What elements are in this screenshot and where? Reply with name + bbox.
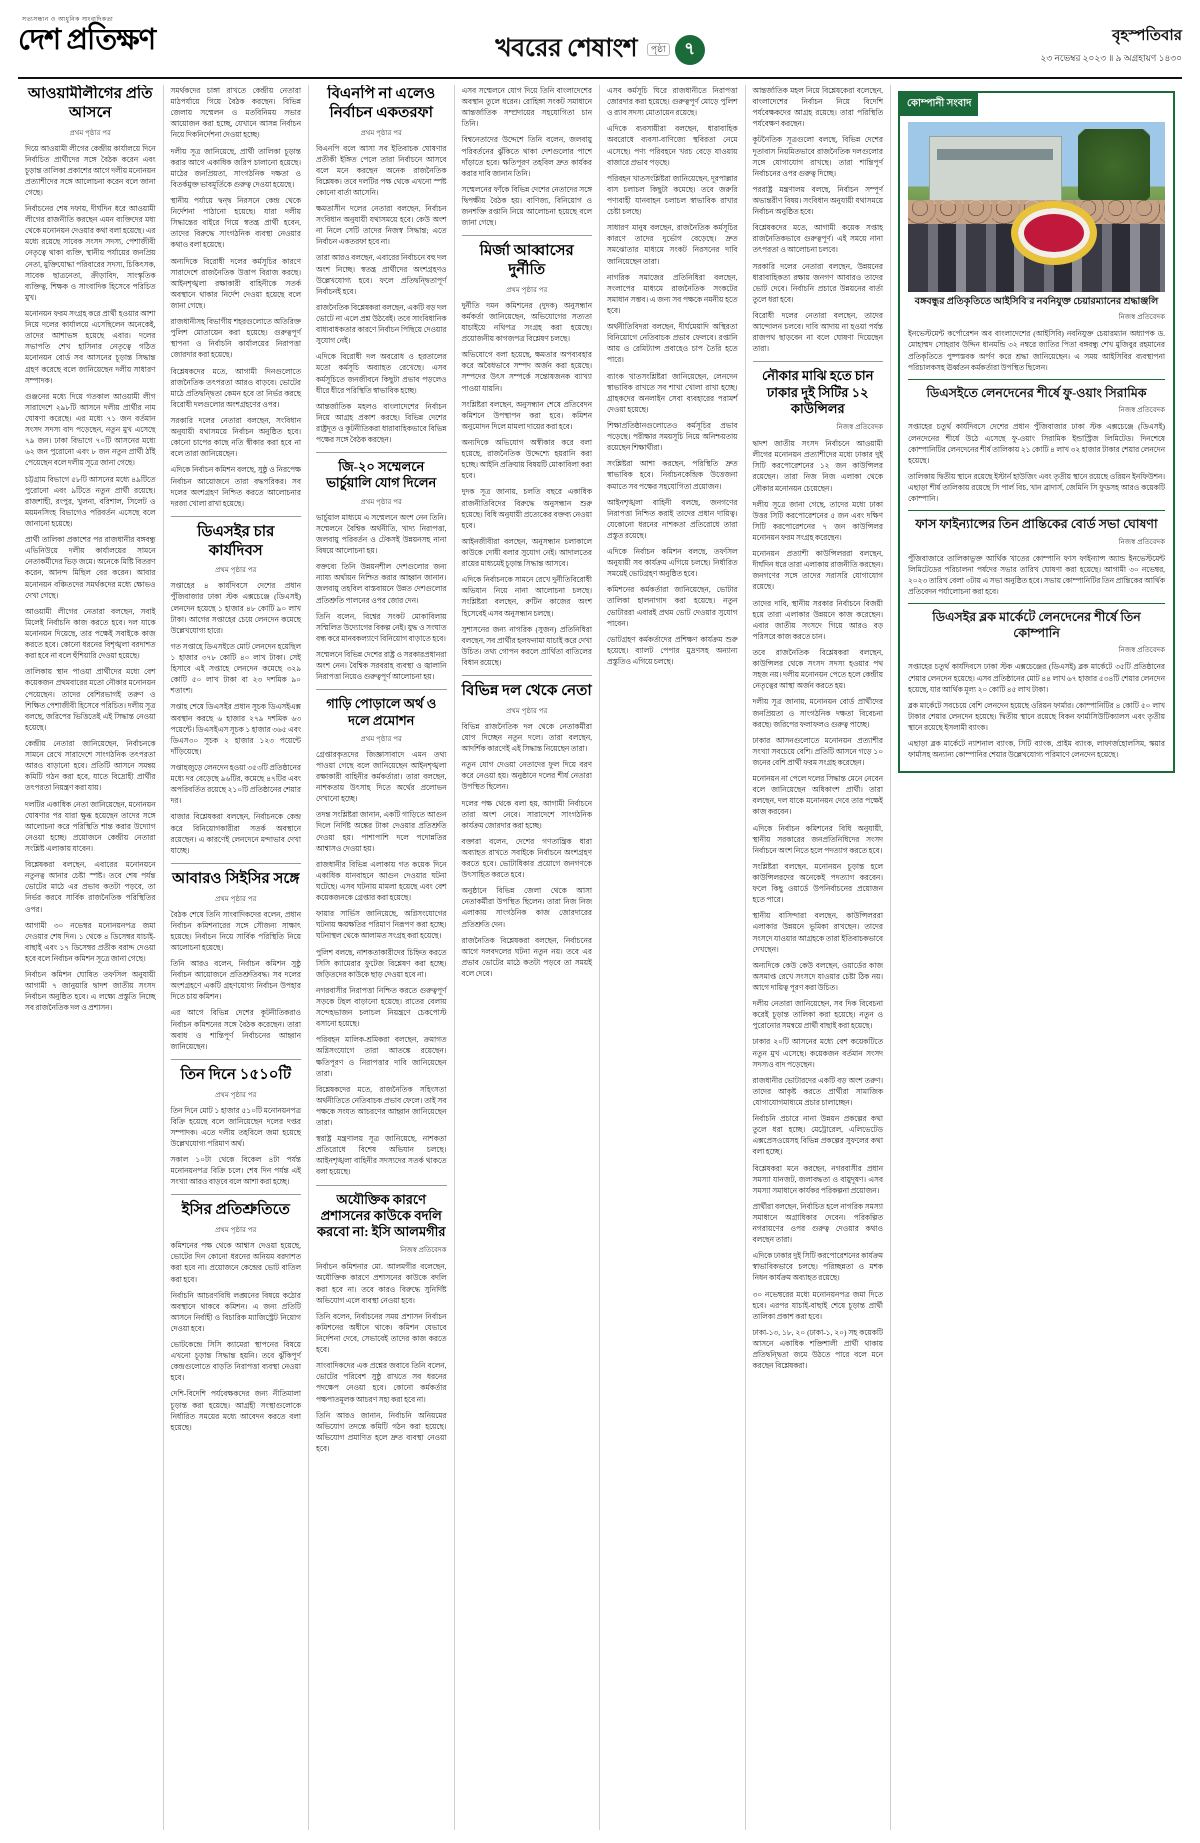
article-paragraph: তিনি আরও বলেন, নির্বাচন কমিশন সুষ্ঠু নির্বাচন আয়োজনে প্রতিশ্রুতিবদ্ধ। সব দলের অংশগ্রহণে একটি গ্রহণযোগ্য নির্বাচন উপহার দিতে চায় কমিশন। — [170, 959, 301, 1002]
article-paragraph: ব্যাংক খাতসংশ্লিষ্টরা জানিয়েছেন, লেনদেন স্বাভাবিক রাখতে সব শাখা খোলা রাখা হচ্ছে। গ্রাহকদের অনলাইন সেবা ব্যবহারের পরামর্শ দেওয়া হয়েছে। — [607, 371, 738, 414]
article-paragraph: তারা আরও বলছেন, এবারের নির্বাচনে বহু দল অংশ নিচ্ছে। স্বতন্ত্র প্রার্থীদের অংশগ্রহণও উল্লেখযোগ্য হবে। ফলে প্রতিদ্বন্দ্বিতাপূর্ণ নির্বাচনই হবে। — [316, 253, 447, 296]
article-paragraph: এসব সম্মেলনে যোগ দিয়ে তিনি বাংলাদেশের অবস্থান তুলে ধরেন। রোহিঙ্গা সংকট সমাধানে আন্তর্জাতিক সম্প্রদায়ের সহযোগিতা চান তিনি। — [461, 86, 592, 129]
continuation-note: প্রথম পৃষ্ঠার পর — [506, 286, 548, 294]
article-paragraph: দলের পক্ষ থেকে বলা হয়, আগামী নির্বাচনে তারা অংশ নেবে। সারাদেশে সাংগঠনিক কার্যক্রম জোরদার করা হচ্ছে। — [461, 798, 592, 830]
article-paragraph: সমর্থকদের চাঙ্গা রাখতে কেন্দ্রীয় নেতারা মাঠপর্যায়ে গিয়ে বৈঠক করছেন। বিভিন্ন জেলায় সম্মেলন ও মতবিনিময় সভার আয়োজন করা হচ্ছে, যেখানে আসন্ন নির্বাচন নিয়ে দিকনির্দেশনা দেওয়া হচ্ছে। — [170, 86, 301, 140]
article-headline[interactable]: নৌকার মাঝি হতে চান ঢাকার দুই সিটির ১২ কাউন্সিলর — [762, 368, 874, 416]
article-paragraph: মনোনয়ন প্রত্যাশী কাউন্সিলররা বলছেন, দীর্ঘদিন ধরে তারা এলাকায় রাজনীতি করছেন। জনগণের সঙ্গে তাদের সরাসরি যোগাযোগ রয়েছে। — [752, 549, 883, 592]
article-paragraph: ঢাকার আসনগুলোতে মনোনয়ন প্রত্যাশীর সংখ্যা সবচেয়ে বেশি। প্রতিটি আসনে গড়ে ১০ জনের বেশি প্রার্থী ফরম সংগ্রহ করেছেন। — [752, 735, 883, 767]
article-paragraph: দলীয় সূত্রে জানা গেছে, তাদের মধ্যে ঢাকা উত্তর সিটি করপোরেশনের ৫ জন এবং দক্ষিণ সিটি করপোরেশনের ৭ জন কাউন্সিলর মনোনয়ন ফরম সংগ্রহ করেছেন। — [752, 499, 883, 543]
section-divider — [171, 863, 302, 864]
article-paragraph: সপ্তাহের ৪ কার্যদিবসে দেশের প্রধান পুঁজিবাজার ঢাকা স্টক এক্সচেঞ্জে (ডিএসই) লেনদেন হয়েছে ১ হাজার ৪৮ কোটি ৯০ লাখ টাকা। আগের সপ্তাহের চেয়ে লেনদেন কমেছে উল্লেখযোগ্য হারে। — [170, 581, 301, 635]
article-paragraph: ফায়ার সার্ভিস জানিয়েছে, অগ্নিসংযোগের ঘটনায় ক্ষয়ক্ষতির পরিমাণ নিরূপণ করা হচ্ছে। ঘটনাস্থল থেকে আলামত সংগ্রহ করা হয়েছে। — [316, 909, 447, 941]
article-paragraph: নতুন যোগ দেওয়া নেতাদের ফুল দিয়ে বরণ করে নেওয়া হয়। অনুষ্ঠানে দলের শীর্ষ নেতারা উপস্থিত ছিলেন। — [461, 760, 592, 792]
continuation-note: প্রথম পৃষ্ঠার পর — [215, 567, 257, 575]
article-paragraph: নির্বাচনি আচরণবিধি লঙ্ঘনের বিষয়ে কঠোর অবস্থানে থাকবে কমিশন। এ জন্য প্রতিটি আসনে নির্বাহী ও বিচারিক ম্যাজিস্ট্রেট নিয়োগ দেওয়া হবে। — [170, 1290, 301, 1333]
column-company — [891, 85, 1182, 1830]
company-item-paragraph: সপ্তাহের চতুর্থ কার্যদিবসে ঢাকা স্টক এক্সচেঞ্জের (ডিএসই) ব্লক মার্কেটে ৩৫টি প্রতিষ্ঠানের শেয়ার লেনদেন হয়েছে। এসব প্রতিষ্ঠানের মোট ৪৪ লাখ ৬৭ হাজার ৫৩৪টি শেয়ার লেনদেন হয়েছে, যার আর্থিক মূল্য ২০ কোটি ৪৫ লাখ টাকা। — [908, 662, 1165, 694]
article-paragraph: দলীয় সূত্র জানিয়েছে, প্রার্থী তালিকা চূড়ান্ত করার আগে একাধিক জরিপ চালানো হয়েছে। মাঠের জনপ্রিয়তা, সাংগঠনিক দক্ষতা ও বিতর্কমুক্ত ভাবমূর্তিকে গুরুত্ব দেওয়া হয়েছে। — [170, 146, 301, 189]
article-paragraph: আগামী ৩০ নভেম্বর মনোনয়নপত্র জমা দেওয়ার শেষ দিন। ১ থেকে ৪ ডিসেম্বর যাচাই-বাছাই এবং ১৭ ডিসেম্বর প্রতীক বরাদ্দ দেওয়া হবে বলে নির্বাচন কমিশন সূত্রে জানা গেছে। — [25, 920, 156, 963]
article-paragraph: বক্তব্যে তিনি উন্নয়নশীল দেশগুলোর জন্য ন্যায্য অর্থায়ন নিশ্চিত করার আহ্বান জানান। জলবায়ু তহবিল বাস্তবায়নে উন্নত দেশগুলোর প্রতিশ্রুতি পালনের ওপর জোর দেন। — [316, 562, 447, 605]
article-headline[interactable]: ডিএসইর চার কার্যদিবস — [197, 523, 275, 559]
continuation-note: প্রথম পৃষ্ঠার পর — [360, 129, 402, 137]
article-paragraph: রাজধানীর ভোটারদের একটি বড় অংশ তরুণ। তাদের আকৃষ্ট করতে প্রার্থীরা সামাজিক যোগাযোগমাধ্যমে প্রচার চালাচ্ছেন। — [752, 1075, 883, 1107]
company-item-byline: নিজস্ব প্রতিবেদক — [1118, 647, 1165, 655]
section-divider — [462, 675, 593, 676]
company-item-paragraph: সপ্তাহের চতুর্থ কার্যদিবসে দেশের প্রধান পুঁজিবাজার ঢাকা স্টক এক্সচেঞ্জে (ডিএসই) লেনদেনের শীর্ষে উঠে এসেছে ফু-ওয়াং সিরামিক ইন্ডাস্ট্রিজ লিমিটেড। দিনশেষে কোম্পানিটির লেনদেনের শীর্ষ তালিকায় ২১ কোটি ৪ লাখ ৩২ হাজার টাকার শেয়ার লেনদেন হয়েছে। — [908, 422, 1165, 465]
article-paragraph: সংশ্লিষ্টরা বলছেন, অনুসন্ধান শেষে প্রতিবেদন কমিশনে উপস্থাপন করা হবে। কমিশন অনুমোদন দিলে মামলা দায়ের করা হবে। — [461, 399, 592, 431]
section-divider — [171, 1059, 302, 1060]
article-paragraph: বিশ্লেষকরা মনে করছেন, নগরবাসীর প্রধান সমস্যা যানজট, জলাবদ্ধতা ও বায়ুদূষণ। এসব সমস্যা সমাধানে কার্যকর পরিকল্পনা প্রয়োজন। — [752, 1163, 883, 1195]
section-divider — [316, 1185, 447, 1186]
article-paragraph: বিভিন্ন রাজনৈতিক দল থেকে নেতাকর্মীরা যোগ দিচ্ছেন নতুন দলে। তারা বলছেন, আদর্শিক কারণেই এই সিদ্ধান্ত নিয়েছেন তারা। — [461, 721, 592, 754]
article-paragraph: সুশাসনের জন্য নাগরিক (সুজন) প্রতিনিধিরা বলছেন, সব প্রার্থীর হলফনামা যাচাই করে দেখা উচিত। তথ্য গোপন করলে প্রার্থিতা বাতিলের বিধান রয়েছে। — [461, 624, 592, 667]
photo-byline: নিজস্ব প্রতিবেদক — [1118, 314, 1165, 322]
company-item-headline[interactable]: ডিএসইর ব্লক মার্কেটে লেনদেনের শীর্ষে তিন কোম্পানি — [932, 610, 1141, 640]
article-paragraph: নির্বাচনের শেষ দফায়, দীর্ঘদিন ধরে আওয়ামী লীগের রাজনীতি করছেন এমন ব্যক্তিদের মধ্য থেকে মনোনয়ন দেওয়ার কথা বলা হয়েছে। এর মধ্যে রয়েছে সাবেক সংসদ সদস্য, পেশাজীবী নেতৃত্বে থাকা ব্যক্তি, স্থানীয় পর্যায়ের জনপ্রিয় নেতা, মুক্তিযোদ্ধা পরিবারের সদস্য, চিকিৎসক, সাবেক ছাত্রনেতা, ক্রীড়াবিদ, সাংস্কৃতিক ব্যক্তিত্ব, শিক্ষক ও সাংবাদিক হিসেবে পরিচিত মুখ। — [25, 204, 156, 302]
article-paragraph: দলটির একাধিক নেতা জানিয়েছেন, মনোনয়ন ঘোষণার পর যারা ক্ষুব্ধ হয়েছেন তাদের সঙ্গে আলোচনা করে পরিস্থিতি শান্ত করার উদ্যোগ নেওয়া হচ্ছে। প্রয়োজনে কেন্দ্রীয় নেতারা সংশ্লিষ্ট এলাকায় যাবেন। — [25, 799, 156, 853]
article-paragraph: আন্তর্জাতিক মহল নিয়ে বিশ্লেষকেরা বলেছেন, বাংলাদেশের নির্বাচন নিয়ে বিদেশি পর্যবেক্ষকদের আগ্রহ রয়েছে। তারা পরিস্থিতি পর্যবেক্ষণ করছেন। — [752, 86, 883, 129]
article-paragraph: বিশ্লেষকরা বলছেন, এবারের মনোনয়নে নতুনত্ব আনার চেষ্টা স্পষ্ট। তবে শেষ পর্যন্ত ভোটের মাঠে এর প্রভাব কতটা পড়বে, তা নির্ভর করবে সার্বিক রাজনৈতিক পরিস্থিতির ওপর। — [25, 860, 156, 914]
company-divider — [908, 379, 1165, 380]
article-paragraph: রাজধানীসহ বিভাগীয় শহরগুলোতে অতিরিক্ত পুলিশ মোতায়েন করা হয়েছে। গুরুত্বপূর্ণ স্থাপনা ও নির্বাচনি কার্যালয়ের নিরাপত্তা জোরদার করা হয়েছে। — [170, 317, 301, 360]
article-paragraph: নির্বাচন কমিশন ঘোষিত তফসিল অনুযায়ী আগামী ৭ জানুয়ারি দ্বাদশ জাতীয় সংসদ নির্বাচন অনুষ্ঠিত হবে। এ লক্ষ্যে প্রস্তুতি নিচ্ছে সব রাজনৈতিক দল ও প্রশাসন। — [25, 970, 156, 1013]
article-paragraph: সাধারণ মানুষ বলছেন, রাজনৈতিক কর্মসূচির কারণে তাদের দুর্ভোগ বেড়েছে। দ্রুত সমঝোতার মাধ্যমে সংকট নিরসনের দাবি জানিয়েছেন তারা। — [607, 223, 738, 266]
article-headline[interactable]: তিন দিনে ১৫১০টি — [180, 1066, 292, 1083]
section-divider — [171, 1194, 302, 1195]
article-paragraph: সরকারি দলের নেতারা বলছেন, উন্নয়নের ধারাবাহিকতা রক্ষায় জনগণ আবারও তাদের ভোট দেবে। নির্বাচনি প্রচারে উন্নয়নের বার্তা তুলে ধরা হবে। — [752, 261, 883, 304]
article-paragraph: দলীয় নেতারা জানিয়েছেন, সব দিক বিবেচনা করেই চূড়ান্ত তালিকা করা হয়েছে। নতুন ও পুরোনোর সমন্বয়ে প্রার্থী বাছাই করা হয়েছে। — [752, 999, 883, 1031]
article-paragraph: সংশ্লিষ্টরা আশা করছেন, পরিস্থিতি দ্রুত স্বাভাবিক হবে। নির্বাচনকেন্দ্রিক উত্তেজনা কমাতে সব পক্ষের সহযোগিতা প্রয়োজন। — [607, 459, 738, 491]
article-paragraph: বিশ্লেষকদের মতে, রাজনৈতিক সহিংসতা অর্থনীতিতে নেতিবাচক প্রভাব ফেলে। তাই সব পক্ষকে সংযত আচরণের আহ্বান জানিয়েছেন তারা। — [316, 1084, 447, 1128]
article-paragraph: প্রার্থী তালিকা প্রকাশের পর রাজধানীর বঙ্গবন্ধু এভিনিউয়ে দলীয় কার্যালয়ের সামনে নেতাকর্মীদের ভিড় জমে। অনেকে মিষ্টি বিতরণ করেন, আনন্দ মিছিল বের করেন। আবার মনোনয়ন বঞ্চিতদের সমর্থকদের মধ্যে ক্ষোভও দেখা গেছে। — [25, 535, 156, 600]
article-paragraph: এদিকে নির্বাচনকে সামনে রেখে দুর্নীতিবিরোধী অভিযান নিয়ে নানা আলোচনা চলছে। সংশ্লিষ্টরা বলছেন, রুটিন কাজের অংশ হিসেবেই এসব অনুসন্ধান চলছে। — [461, 575, 592, 618]
weekday: বৃহস্পতিবার — [1112, 28, 1182, 44]
article-paragraph: কূটনৈতিক সূত্রগুলো বলছে, বিভিন্ন দেশের দূতাবাস নিয়মিতভাবে রাজনৈতিক দলগুলোর সঙ্গে যোগাযোগ রাখছে। তারা শান্তিপূর্ণ নির্বাচনের ওপর গুরুত্ব দিচ্ছে। — [752, 135, 883, 178]
continuation-note: প্রথম পৃষ্ঠার পর — [215, 895, 257, 903]
article-paragraph: এদিকে নির্বাচন কমিশন বলছে, সুষ্ঠু ও নিরপেক্ষ নির্বাচন আয়োজনে তারা বদ্ধপরিকর। সব দলের অংশগ্রহণ নিশ্চিত করতে আলোচনার দরজা খোলা রাখা হয়েছে। — [170, 465, 301, 508]
column-3 — [309, 85, 455, 1830]
article-headline[interactable]: আবারও সিইসির সঙ্গে — [172, 870, 300, 887]
article-headline[interactable]: গাড়ি পোড়ালে অর্থ ও দলে প্রমোশন — [326, 696, 437, 728]
company-photo — [908, 122, 1165, 292]
article-paragraph: অনুষ্ঠানে বিভিন্ন জেলা থেকে আসা নেতাকর্মীরা উপস্থিত ছিলেন। তারা নিজ নিজ এলাকায় সাংগঠনিক কাজ জোরদারের প্রতিশ্রুতি দেন। — [461, 886, 592, 929]
article-byline: নিজস্ব প্রতিবেদক — [400, 1247, 447, 1255]
continuation-note: প্রথম পৃষ্ঠার পর — [360, 498, 402, 506]
article-paragraph: অন্যদিকে কেউ কেউ বলছেন, ওয়ার্ডের কাজ অসমাপ্ত রেখে সংসদে যাওয়ার চেষ্টা ঠিক নয়। আগে দায়িত্ব পূরণ করা উচিত। — [752, 960, 883, 992]
article-headline[interactable]: জি-২০ সম্মেলনে ভার্চুয়ালি যোগ দিলেন — [326, 459, 437, 491]
article-columns — [18, 85, 1182, 1830]
article-paragraph: অন্যদিকে অভিযোগ অস্বীকার করে বলা হয়েছে, রাজনৈতিক উদ্দেশ্যে হয়রানি করা হচ্ছে। আইনি প্রক্রিয়ায় বিষয়টি মোকাবিলা করা হবে। — [461, 438, 592, 481]
article-paragraph: স্থানীয় বাসিন্দারা বলছেন, কাউন্সিলররা এলাকার উন্নয়নে ভূমিকা রাখছেন। তাদের সংসদে যাওয়ার আগ্রহকে তারা ইতিবাচকভাবে দেখছেন। — [752, 911, 883, 954]
article-paragraph: তিন দিনে মোট ১ হাজার ৫১০টি মনোনয়নপত্র বিক্রি হয়েছে বলে জানিয়েছেন দলের দপ্তর সম্পাদক। এতে দলীয় তহবিলে জমা হয়েছে উল্লেখযোগ্য পরিমাণ অর্থ। — [170, 1105, 301, 1148]
article-paragraph: সাংবাদিকদের এক প্রশ্নের জবাবে তিনি বলেন, ভোটের পরিবেশ সুষ্ঠু রাখতে সব ধরনের পদক্ষেপ নেওয়া হবে। কোনো কর্মকর্তার পক্ষপাতমূলক আচরণ সহ্য করা হবে না। — [316, 1361, 447, 1404]
article-paragraph: নাগরিক সমাজের প্রতিনিধিরা বলছেন, সংলাপের মাধ্যমে রাজনৈতিক সংকটের সমাধান সম্ভব। এ জন্য সব পক্ষকে নমনীয় হতে হবে। — [607, 272, 738, 315]
date-block — [932, 14, 1182, 66]
logo-block — [18, 14, 268, 55]
article-headline[interactable]: আওয়ামীলীগের প্রতি আসনে — [28, 86, 153, 121]
company-item-paragraph: তালিকায় দ্বিতীয় স্থানে রয়েছে ইস্টার্ন হাউজিং এবং তৃতীয় স্থানে রয়েছে ওরিয়ন ইনফিউশন। এছাড়া শীর্ষ তালিকায় রয়েছে সি পার্ল বিচ, খান ব্রাদার্স, জেমিনি সি ফুডসহ আরও কয়েকটি কোম্পানি। — [908, 471, 1165, 504]
article-paragraph: দেশি-বিদেশি পর্যবেক্ষকদের জন্য নীতিমালা চূড়ান্ত করা হয়েছে। আগ্রহী সংস্থাগুলোকে নির্ধারিত সময়ের মধ্যে আবেদন করতে বলা হয়েছে। — [170, 1389, 301, 1432]
article-headline[interactable]: ইসির প্রতিশ্রুতিতে — [181, 1202, 290, 1219]
article-paragraph: এসব কর্মসূচি ঘিরে রাজধানীতে নিরাপত্তা জোরদার করা হয়েছে। গুরুত্বপূর্ণ মোড়ে পুলিশ ও র‍্যাব সদস্য মোতায়েন রয়েছে। — [607, 86, 738, 118]
date-full: ২৩ নভেম্বর ২০২৩ ॥ ৯ অগ্রহায়ণ ১৪৩০ — [1040, 53, 1182, 63]
article-paragraph: শিক্ষাপ্রতিষ্ঠানগুলোতেও কর্মসূচির প্রভাব পড়েছে। পরীক্ষার সময়সূচি নিয়ে অনিশ্চয়তায় রয়েছেন শিক্ষার্থীরা। — [607, 420, 738, 453]
article-byline: নিজস্ব প্রতিবেদক — [836, 424, 883, 432]
company-divider — [908, 510, 1165, 511]
company-item-paragraph: ব্লক মার্কেটে সবচেয়ে বেশি লেনদেন হয়েছে ওরিয়ন ফার্মার। কোম্পানিটির ৪ কোটি ৫০ লাখ টাকার শেয়ার লেনদেন হয়েছে। দ্বিতীয় স্থানে রয়েছে বিকন ফার্মাসিউটিক্যালস এবং তৃতীয় স্থানে রয়েছে ইসলামী ব্যাংক। — [908, 700, 1165, 733]
article-paragraph: তদন্ত সংশ্লিষ্টরা জানান, একটি গাড়িতে আগুন দিলে নির্দিষ্ট অঙ্কের টাকা দেওয়ার প্রতিশ্রুতি দেওয়া হয়। পাশাপাশি দলে পদোন্নতির আশ্বাসও দেওয়া হয়। — [316, 810, 447, 853]
company-item-headline[interactable]: ডিএসইতে লেনদেনের শীর্ষে ফু-ওয়াং সিরামিক — [926, 385, 1147, 400]
column-6 — [746, 85, 892, 1830]
company-news-header: কোম্পানী সংবাদ — [900, 93, 978, 116]
section-divider — [462, 235, 593, 236]
article-paragraph: এদিকে ব্যবসায়ীরা বলছেন, ধারাবাহিক অবরোধে ব্যবসা-বাণিজ্যে স্থবিরতা নেমে এসেছে। পণ্য পরিবহনে খরচ বেড়ে যাওয়ায় বাজারে প্রভাব পড়ছে। — [607, 124, 738, 167]
company-item-byline: নিজস্ব প্রতিবেদক — [1118, 407, 1165, 415]
page-number: ৭ — [675, 35, 705, 65]
article-headline[interactable]: বিএনপি না এলেও নির্বাচন একতরফা — [327, 86, 436, 121]
article-paragraph: দলীয় সূত্র জানায়, মনোনয়ন বোর্ড প্রার্থীদের জনপ্রিয়তা ও সাংগঠনিক দক্ষতা বিবেচনা করছে। জরিপের ফলাফলও গুরুত্ব পাচ্ছে। — [752, 697, 883, 729]
article-paragraph: ক্ষমতাসীন দলের নেতারা বলছেন, নির্বাচন সংবিধান অনুযায়ী যথাসময়ে হবে। কেউ অংশ না নিলে সেটি তাদের নিজস্ব সিদ্ধান্ত; এতে নির্বাচন একতরফা হবে না। — [316, 204, 447, 247]
page-title: খবরের শেষাংশ — [495, 35, 638, 62]
article-paragraph: আইনশৃঙ্খলা বাহিনী বলছে, জনগণের নিরাপত্তা নিশ্চিত করাই তাদের প্রধান দায়িত্ব। যেকোনো ধরনের নাশকতা প্রতিরোধে তারা প্রস্তুত রয়েছে। — [607, 497, 738, 540]
article-headline[interactable]: মির্জা আব্বাসের দুর্নীতি — [479, 243, 574, 279]
column-2 — [164, 85, 310, 1830]
article-paragraph: তালিকায় স্থান পাওয়া প্রার্থীদের মধ্যে বেশ কয়েকজন প্রথমবারের মতো নৌকার মনোনয়ন পেয়েছেন। তাদের বেশিরভাগই তরুণ ও শিক্ষিত পেশাজীবী হিসেবে পরিচিত। দলীয় সূত্র বলছে, জরিপের ভিত্তিতেই এই সিদ্ধান্ত নেওয়া হয়েছে। — [25, 667, 156, 732]
article-headline[interactable]: বিভিন্ন দল থেকে নেতা — [461, 683, 592, 700]
column-5 — [600, 85, 746, 1830]
article-paragraph: দ্বাদশ জাতীয় সংসদ নির্বাচনে আওয়ামী লীগের মনোনয়ন প্রত্যাশীদের মধ্যে ঢাকার দুই সিটি করপোরেশনের ১২ জন কাউন্সিলর রয়েছেন। তারা নিজ নিজ এলাকা থেকে নৌকার মনোনয়ন চেয়েছেন। — [752, 439, 883, 493]
article-paragraph: বিশ্লেষকদের মতে, আগামী দিনগুলোতে রাজনৈতিক তৎপরতা আরও বাড়বে। ভোটের মাঠে প্রতিদ্বন্দ্বিতা কেমন হবে তা নির্ভর করছে বিরোধী দলগুলোর অংশগ্রহণের ওপর। — [170, 366, 301, 409]
article-paragraph: এদিকে নির্বাচন কমিশনের বিধি অনুযায়ী, স্থানীয় সরকারের জনপ্রতিনিধিদের সংসদ নির্বাচনে অংশ নিতে হলে পদত্যাগ করতে হবে। — [752, 823, 883, 855]
section-divider — [316, 689, 447, 690]
article-paragraph: প্রার্থীরা বলছেন, নির্বাচিত হলে নাগরিক সমস্যা সমাধানে অগ্রাধিকার দেবেন। পরিকল্পিত নগরায়ণের ওপর গুরুত্ব দেওয়ার কথাও বলছেন তারা। — [752, 1201, 883, 1245]
article-paragraph: কেন্দ্রীয় নেতারা জানিয়েছেন, নির্বাচনকে সামনে রেখে সারাদেশে সাংগঠনিক তৎপরতা আরও বাড়ানো হবে। প্রতিটি আসনে সমন্বয় কমিটি গঠন করা হবে, যাতে বিদ্রোহী প্রার্থীর তৎপরতা নিয়ন্ত্রণ করা যায়। — [25, 738, 156, 793]
article-paragraph: সম্মেলনের ফাঁকে বিভিন্ন দেশের নেতাদের সঙ্গে দ্বিপক্ষীয় বৈঠক হয়। বাণিজ্য, বিনিয়োগ ও জনশক্তি রপ্তানি নিয়ে আলোচনা হয়েছে বলে জানা গেছে। — [461, 184, 592, 228]
article-paragraph: এদিকে বিরোধী দল অবরোধ ও হরতালের মতো কর্মসূচি অব্যাহত রেখেছে। এসব কর্মসূচিতে জনজীবনে কিছুটা প্রভাব পড়লেও ধীরে ধীরে পরিস্থিতি স্বাভাবিক হচ্ছে। — [316, 352, 447, 395]
section-divider — [753, 361, 884, 362]
article-paragraph: নগরবাসীর নিরাপত্তা নিশ্চিত করতে গুরুত্বপূর্ণ সড়কে টহল বাড়ানো হয়েছে। রাতের বেলায় সন্দেহভাজন চলাচল নিয়ন্ত্রণে চেকপোস্ট বসানো হয়েছে। — [316, 985, 447, 1029]
section-header — [268, 14, 932, 71]
company-item-headline[interactable]: ফাস ফাইন্যান্সের তিন প্রান্তিকের বোর্ড সভা ঘোষণা — [915, 517, 1158, 532]
article-paragraph: ঢাকা-১৩, ১৮, ২০ (ঢাকা-১, ২০) সহ কয়েকটি আসনে একাধিক শক্তিশালী প্রার্থী থাকায় প্রতিদ্বন্দ্বিতা জমে উঠতে পারে বলে মনে করছেন বিশ্লেষকরা। — [752, 1327, 883, 1371]
article-paragraph: কমিশনের পক্ষ থেকে আশ্বাস দেওয়া হয়েছে, ভোটের দিন কোনো ধরনের অনিয়ম বরদাশত করা হবে না। প্রয়োজনে কেন্দ্রের ভোট বাতিল করা হবে। — [170, 1241, 301, 1284]
article-paragraph: বক্তারা বলেন, দেশের গণতান্ত্রিক ধারা অব্যাহত রাখতে সবাইকে নির্বাচনে অংশগ্রহণ করতে হবে। ভোটাধিকার প্রয়োগে জনগণকে উৎসাহিত করতে হবে। — [461, 836, 592, 880]
masthead — [18, 14, 1182, 79]
article-paragraph: নির্বাচন কমিশনার মো. আলমগীর বলেছেন, অযৌক্তিক কারণে প্রশাসনের কাউকে বদলি করা হবে না। তবে কারও বিরুদ্ধে সুনির্দিষ্ট অভিযোগ এলে ব্যবস্থা নেওয়া হবে। — [316, 1262, 447, 1305]
company-news-box — [898, 91, 1175, 773]
article-paragraph: দিয়ে আওয়ামী লীগের কেন্দ্রীয় কার্যালয়ে দিনে নির্বাচিত প্রার্থীদের সঙ্গে বৈঠক করেন এবং চূড়ান্ত তালিকা প্রকাশের আগে দলীয় মনোনয়ন প্রত্যাশীদের সঙ্গে আলোচনা করেন বলে জানা গেছে। — [25, 143, 156, 197]
article-paragraph: অন্যদিকে বিরোধী দলের কর্মসূচির কারণে সারাদেশে রাজনৈতিক উত্তাপ বিরাজ করছে। আইনশৃঙ্খলা রক্ষাকারী বাহিনীকে সতর্ক অবস্থানে থাকার নির্দেশ দেওয়া হয়েছে বলে জানা গেছে। — [170, 256, 301, 310]
article-paragraph: পরিবহন খাতসংশ্লিষ্টরা জানিয়েছেন, দূরপাল্লার বাস চলাচল কিছুটা কমেছে। তবে জরুরি পণ্যবাহী যানবাহন চলাচল স্বাভাবিক রাখার চেষ্টা চলছে। — [607, 173, 738, 217]
article-paragraph: পরিবহন মালিক-শ্রমিকরা বলছেন, ক্রমাগত অগ্নিসংযোগে তারা আতঙ্কে রয়েছেন। ক্ষতিপূরণ ও নিরাপত্তার দাবি জানিয়েছেন তারা। — [316, 1035, 447, 1078]
photo-caption: বঙ্গবন্ধুর প্রতিকৃতিতে আইসিবি'র নবনিযুক্ত চেয়ারম্যানের শ্রদ্ধাঞ্জলি — [914, 297, 1159, 307]
article-paragraph: ভার্চুয়াল মাধ্যমে এ সম্মেলনে অংশ নেন তিনি। সম্মেলনে বৈশ্বিক অর্থনীতি, খাদ্য নিরাপত্তা, জলবায়ু পরিবর্তন ও টেকসই উন্নয়নসহ নানা বিষয়ে আলোচনা হয়। — [316, 512, 447, 556]
company-item-paragraph: পুঁজিবাজারে তালিকাভুক্ত আর্থিক খাতের কোম্পানি ফাস ফাইন্যান্স অ্যান্ড ইনভেস্টমেন্ট লিমিটেডের পরিচালনা পর্ষদের সভার তারিখ ঘোষণা করা হয়েছে। আগামী ৩০ নভেম্বর, ২০২৩ তারিখ বেলা ৩টায় এ সভা অনুষ্ঠিত হবে। সভায় কোম্পানিটির তিন প্রান্তিকের আর্থিক প্রতিবেদন পর্যালোচনা করা হবে। — [908, 553, 1165, 597]
article-paragraph: স্বরাষ্ট্র মন্ত্রণালয় সূত্র জানিয়েছে, নাশকতা প্রতিরোধে বিশেষ অভিযান চলছে। আইনশৃঙ্খলা বাহিনীর সদস্যদের সতর্ক থাকতে বলা হয়েছে। — [316, 1134, 447, 1177]
article-paragraph: নির্বাচনি প্রচারে নানা উন্নয়ন প্রকল্পের কথা তুলে ধরা হচ্ছে। মেট্রোরেল, এলিভেটেড এক্সপ্রেসওয়েসহ বিভিন্ন প্রকল্পের সুফলের কথা বলা হচ্ছে। — [752, 1114, 883, 1157]
continuation-note: প্রথম পৃষ্ঠার পর — [360, 735, 402, 743]
article-paragraph: সপ্তাহ শেষে ডিএসইর প্রধান সূচক ডিএসইএক্স অবস্থান করছে ৬ হাজার ২৭৯ দশমিক ৬৩ পয়েন্টে। ডিএসইএস সূচক ১ হাজার ৩৬৫ এবং ডিএস৩০ সূচক ২ হাজার ১২৩ পয়েন্টে দাঁড়িয়েছে। — [170, 702, 301, 756]
article-paragraph: সরকারি দলের নেতারা বলছেন, সংবিধান অনুযায়ী যথাসময়ে নির্বাচন অনুষ্ঠিত হবে। কোনো চাপের কাছে নতি স্বীকার করা হবে না বলে তারা জানিয়েছেন। — [170, 415, 301, 459]
article-paragraph: সংশ্লিষ্টরা বলছেন, মনোনয়ন চূড়ান্ত হলে কাউন্সিলরদের অনেকেই পদত্যাগ করবেন। ফলে কিছু ওয়ার্ডে উপনির্বাচনের প্রয়োজন হতে পারে। — [752, 861, 883, 905]
article-paragraph: এর আগে বিভিন্ন দেশের কূটনীতিকরাও নির্বাচন কমিশনের সঙ্গে বৈঠক করেছেন। তারা অবাধ ও শান্তিপূর্ণ নির্বাচনের আহ্বান জানিয়েছেন। — [170, 1008, 301, 1051]
article-paragraph: আন্তর্জাতিক মহলও বাংলাদেশের নির্বাচন নিয়ে আগ্রহ প্রকাশ করছে। বিভিন্ন দেশের রাষ্ট্রদূত ও কূটনীতিকরা ধারাবাহিকভাবে বিভিন্ন পক্ষের সঙ্গে বৈঠক করছেন। — [316, 401, 447, 445]
column-1 — [18, 85, 164, 1830]
article-paragraph: ঢাকার ২০টি আসনের মধ্যে বেশ কয়েকটিতে নতুন মুখ এসেছে। কয়েকজন বর্তমান সংসদ সদস্যও বাদ পড়েছেন। — [752, 1037, 883, 1069]
company-item-paragraph: এছাড়া ব্লক মার্কেটে ন্যাশনাল ব্যাংক, সিটি ব্যাংক, প্রাইম ব্যাংক, লাফার্জহোলসিম, স্কয়ার ফার্মাসহ অন্যান্য কোম্পানির শেয়ার উল্লেখযোগ্য পরিমাণে লেনদেন হয়েছে। — [908, 739, 1165, 760]
article-paragraph: পররাষ্ট্র মন্ত্রণালয় বলছে, নির্বাচন সম্পূর্ণ অভ্যন্তরীণ বিষয়। সংবিধান অনুযায়ী যথাসময়ে নির্বাচন অনুষ্ঠিত হবে। — [752, 184, 883, 217]
article-paragraph: চট্টগ্রাম বিভাগে ৫৮টি আসনের মধ্যে ৪৯টিতে পুরোনো এবং ৯টিতে নতুন প্রার্থী রয়েছে। রাজশাহী, রংপুর, খুলনা, বরিশাল, সিলেট ও ময়মনসিংহ বিভাগেও পরিবর্তন এসেছে বলে জানানো হয়েছে। — [25, 474, 156, 528]
article-paragraph: এদিকে ঢাকার দুই সিটি করপোরেশনের কার্যক্রম স্বাভাবিকভাবে চলছে। পরিচ্ছন্নতা ও মশক নিধন কার্যক্রম অব্যাহত রয়েছে। — [752, 1251, 883, 1283]
continuation-note: প্রথম পৃষ্ঠার পর — [506, 707, 548, 715]
continuation-note: প্রথম পৃষ্ঠার পর — [215, 1227, 257, 1235]
article-paragraph: দুদক সূত্র জানায়, চলতি বছরে একাধিক রাজনীতিবিদের বিরুদ্ধে অনুসন্ধান শুরু হয়েছে। বিধি অনুযায়ী প্রত্যেকের বক্তব্য নেওয়া হবে। — [461, 487, 592, 530]
article-paragraph: বিএনপি বলে আসা সব ইতিবাচক ঘোষণার প্রতীকী ইঙ্গিত পেলে তারা নির্বাচনে আসবে বলে মনে করছেন অনেক রাজনৈতিক বিশ্লেষক। তবে দলটির পক্ষ থেকে এখনো স্পষ্ট কোনো বার্তা আসেনি। — [316, 143, 447, 197]
article-paragraph: তাদের দাবি, স্থানীয় সরকার নির্বাচনে বিজয়ী হয়ে তারা এলাকার উন্নয়নে কাজ করেছেন। এবার জাতীয় সংসদে গিয়ে আরও বড় পরিসরে কাজ করতে চান। — [752, 598, 883, 641]
article-paragraph: কমিশনের কর্মকর্তারা জানিয়েছেন, ভোটার তালিকা হালনাগাদ করা হয়েছে। নতুন ভোটাররা এবারই প্রথম ভোট দেওয়ার সুযোগ পাবেন। — [607, 585, 738, 628]
company-item-byline: নিজস্ব প্রতিবেদক — [1118, 538, 1165, 546]
article-paragraph: তিনি আরও জানান, নির্বাচনি অনিয়মের অভিযোগ তদন্তে কমিটি গঠন করা হয়েছে। অভিযোগ প্রমাণিত হলে দ্রুত ব্যবস্থা নেওয়া হবে। — [316, 1410, 447, 1453]
section-divider — [171, 516, 302, 517]
article-paragraph: ভোটকেন্দ্রে সিসি ক্যামেরা স্থাপনের বিষয়ে এখনো চূড়ান্ত সিদ্ধান্ত হয়নি। তবে ঝুঁকিপূর্ণ কেন্দ্রগুলোতে বাড়তি নিরাপত্তা ব্যবস্থা নেওয়া হবে। — [170, 1340, 301, 1383]
article-paragraph: দুর্নীতি দমন কমিশনের (দুদক) অনুসন্ধান কর্মকর্তা জানিয়েছেন, অভিযোগের সত্যতা যাচাইয়ে নথিপত্র সংগ্রহ করা হয়েছে। প্রয়োজনীয় কাগজপত্র বিশ্লেষণ চলছে। — [461, 300, 592, 344]
article-paragraph: সপ্তাহজুড়ে লেনদেন হওয়া ৩৫৩টি প্রতিষ্ঠানের মধ্যে দর বেড়েছে ৯৬টির, কমেছে ৪৭টির এবং অপরিবর্তিত রয়েছে ২১০টি প্রতিষ্ঠানের শেয়ার দর। — [170, 762, 301, 806]
article-paragraph: মনোনয়ন না পেলে দলের সিদ্ধান্ত মেনে নেবেন বলে জানিয়েছেন অধিকাংশ প্রার্থী। তারা বলছেন, দল যাকে মনোনয়ন দেবে তার পক্ষেই কাজ করবেন। — [752, 774, 883, 817]
article-paragraph: বিরোধী দলের নেতারা বলছেন, তাদের আন্দোলন চলবে। দাবি আদায় না হওয়া পর্যন্ত রাজপথ ছাড়বেন না বলে ঘোষণা দিয়েছেন তারা। — [752, 310, 883, 354]
logo-name: দেশ প্রতিক্ষণ — [18, 24, 156, 56]
article-paragraph: আইনজীবীরা বলছেন, অনুসন্ধান চলাকালে কাউকে দোষী বলার সুযোগ নেই। আদালতের রায়ের মাধ্যমেই চূড়ান্ত সিদ্ধান্ত আসবে। — [461, 536, 592, 569]
article-paragraph: স্থানীয় পর্যায়ে দ্বন্দ্ব নিরসনে কেন্দ্র থেকে নির্দেশনা পাঠানো হয়েছে। যারা দলীয় সিদ্ধান্তের বাইরে গিয়ে স্বতন্ত্র প্রার্থী হবেন, তাদের বিরুদ্ধে সাংগঠনিক ব্যবস্থা নেওয়ার কথাও বলা হয়েছে। — [170, 195, 301, 250]
section-divider — [316, 452, 447, 453]
article-paragraph: গত সপ্তাহে ডিএসইতে মোট লেনদেন হয়েছিল ১ হাজার ৩৭৮ কোটি ৪০ লাখ টাকা। সেই হিসাবে এই সপ্তাহে লেনদেন কমেছে ৩২৯ কোটি ৫০ লাখ টাকা বা ২৩ দশমিক ৯০ শতাংশ। — [170, 641, 301, 696]
article-paragraph: গুঞ্জনের মধ্যে দিয়ে গতকাল আওয়ামী লীগ সারাদেশে ২৯৮টি আসনে দলীয় প্রার্থীর নাম ঘোষণা করেছে। এর মধ্যে ৭১ জন বর্তমান সংসদ সদস্য বাদ পড়েছেন, নতুন মুখ এসেছে ৭৯ জন। ঢাকা বিভাগে ৭০টি আসনের মধ্যে ৬২ জন পুরোনো এবং ৮ জন নতুন প্রার্থী ঠাঁই পেয়েছেন বলে দলীয় সূত্রে জানা গেছে। — [25, 391, 156, 468]
article-paragraph: অর্থনীতিবিদরা বলছেন, দীর্ঘমেয়াদি অস্থিরতা বিনিয়োগে নেতিবাচক প্রভাব ফেলবে। রপ্তানি আয় ও রেমিট্যান্স প্রবাহেও চাপ তৈরি হতে পারে। — [607, 322, 738, 365]
article-paragraph: বিশ্বনেতাদের উদ্দেশে তিনি বলেন, জলবায়ু পরিবর্তনের ঝুঁকিতে থাকা দেশগুলোর পাশে দাঁড়াতে হবে। ক্ষতিপূরণ তহবিল দ্রুত কার্যকর করার দাবি জানান তিনি। — [461, 135, 592, 178]
article-paragraph: রাজনৈতিক বিশ্লেষকরা বলছেন, নির্বাচনের আগে দলবদলের ঘটনা নতুন নয়। তবে এর প্রভাব ভোটের মাঠে কতটা পড়বে তা সময়ই বলে দেবে। — [461, 935, 592, 979]
article-paragraph: তিনি বলেন, বিশ্বের সংকট মোকাবিলায় সম্মিলিত উদ্যোগের বিকল্প নেই। যুদ্ধ ও সংঘাত বন্ধ করে মানবকল্যাণে বিনিয়োগ বাড়াতে হবে। — [316, 611, 447, 643]
logo-tagline: সত্যসন্ধান ও আধুনিক সাংবাদিকতা — [22, 17, 114, 23]
article-paragraph: পুলিশ বলছে, নাশকতাকারীদের চিহ্নিত করতে সিসি ক্যামেরার ফুটেজ বিশ্লেষণ করা হচ্ছে। জড়িতদের কাউকে ছাড় দেওয়া হবে না। — [316, 947, 447, 979]
article-paragraph: এদিকে নির্বাচন কমিশন বলছে, তফসিল অনুযায়ী সব কার্যক্রম এগিয়ে চলছে। নির্ধারিত সময়েই ভোটগ্রহণ অনুষ্ঠিত হবে। — [607, 547, 738, 579]
article-paragraph: ভোটগ্রহণ কর্মকর্তাদের প্রশিক্ষণ কার্যক্রম শুরু হয়েছে। ব্যালট পেপার মুদ্রণসহ অন্যান্য প্রস্তুতিও এগিয়ে চলছে। — [607, 634, 738, 667]
company-item-paragraph: ইনভেস্টমেন্ট কর্পোরেশন অব বাংলাদেশের (আইসিবি) নবনিযুক্ত চেয়ারম্যান অধ্যাপক ড. মোহাম্মদ সোহরাব উদ্দিন ধানমন্ডি ৩২ নম্বরে জাতির পিতা বঙ্গবন্ধু শেখ মুজিবুর রহমানের প্রতিকৃতিতে পুষ্পস্তবক অর্পণ করে শ্রদ্ধা জানিয়েছেন। এ সময় আইসিবির ব্যবস্থাপনা পরিচালকসহ ঊর্ধ্বতন কর্মকর্তারা উপস্থিত ছিলেন। — [908, 329, 1165, 372]
page-badge-label: পৃষ্ঠা — [647, 43, 670, 57]
company-news-body — [900, 116, 1173, 760]
page-badge — [647, 35, 705, 65]
article-paragraph: তিনি বলেন, নির্বাচনের সময় প্রশাসন নির্বাচন কমিশনের অধীনে থাকে। কমিশন যেভাবে নির্দেশনা দেবে, সেভাবেই তাদের কাজ করতে হবে। — [316, 1311, 447, 1355]
article-paragraph: আওয়ামী লীগের নেতারা বলছেন, সবাই মিলেই নির্বাচনি কাজ করতে হবে। দল যাকে মনোনয়ন দিয়েছে, তার পক্ষেই সবাইকে কাজ করতে হবে। কোনো ধরনের বিশৃঙ্খলা বরদাশত করা হবে না বলে হুঁশিয়ারি দেওয়া হয়েছে। — [25, 606, 156, 661]
company-divider — [908, 603, 1165, 604]
article-paragraph: ৩০ নভেম্বরের মধ্যে মনোনয়নপত্র জমা দিতে হবে। এরপর যাচাই-বাছাই শেষে চূড়ান্ত প্রার্থী তালিকা প্রকাশ করা হবে। — [752, 1289, 883, 1321]
article-paragraph: রাজনৈতিক বিশ্লেষকরা বলছেন, একটি বড় দল ভোটে না এলে প্রশ্ন উঠবেই। তবে সাংবিধানিক বাধ্যবাধকতার কারণে নির্বাচন পিছিয়ে দেওয়ার সুযোগ নেই। — [316, 302, 447, 346]
article-paragraph: বাজার বিশ্লেষকরা বলছেন, নির্বাচনকে কেন্দ্র করে বিনিয়োগকারীরা সতর্ক অবস্থানে রয়েছেন। এ কারণেই লেনদেনে মন্দাভাব দেখা যাচ্ছে। — [170, 812, 301, 855]
article-paragraph: মনোনয়ন ফরম সংগ্রহ করে প্রার্থী হওয়ার আশা নিয়ে দলের কার্যালয়ে এসেছিলেন অনেকেই, তাদের আশাভঙ্গ হয়েছে এবার। দলের সভাপতি শেখ হাসিনার নেতৃত্বে গঠিত মনোনয়ন বোর্ড সব আসনের চূড়ান্ত সিদ্ধান্ত গ্রহণ করেছে বলে জানিয়েছেন দলীয় সাধারণ সম্পাদক। — [25, 309, 156, 385]
continuation-note: প্রথম পৃষ্ঠার পর — [69, 129, 111, 137]
article-paragraph: তবে রাজনৈতিক বিশ্লেষকরা বলছেন, কাউন্সিলর থেকে সংসদ সদস্য হওয়ার পথ সহজ নয়। দলীয় মনোনয়ন পেতে হলে কেন্দ্রীয় নেতৃত্বের আস্থা অর্জন করতে হয়। — [752, 648, 883, 691]
article-paragraph: রাজধানীর বিভিন্ন এলাকায় গত কয়েক দিনে একাধিক যানবাহনে আগুন দেওয়ার ঘটনা ঘটেছে। এসব ঘটনায় মামলা হয়েছে এবং বেশ কয়েকজনকে গ্রেপ্তার করা হয়েছে। — [316, 859, 447, 903]
article-paragraph: বিশ্লেষকদের মতে, আগামী কয়েক সপ্তাহ রাজনৈতিকভাবে গুরুত্বপূর্ণ। এই সময়ে নানা তৎপরতা ও আলোচনা চলবে। — [752, 223, 883, 255]
article-paragraph: সম্মেলনে বিভিন্ন দেশের রাষ্ট্র ও সরকারপ্রধানরা অংশ নেন। বৈশ্বিক সরবরাহ ব্যবস্থা ও জ্বালানি নিরাপত্তা নিয়েও গুরুত্বপূর্ণ আলোচনা হয়। — [316, 649, 447, 682]
article-paragraph: বৈঠক শেষে তিনি সাংবাদিকদের বলেন, প্রধান নির্বাচন কমিশনারের সঙ্গে সৌজন্য সাক্ষাৎ হয়েছে। নির্বাচন নিয়ে সার্বিক পরিস্থিতি নিয়ে আলোচনা হয়েছে। — [170, 909, 301, 952]
column-4 — [455, 85, 601, 1830]
article-paragraph: অভিযোগে বলা হয়েছে, ক্ষমতার অপব্যবহার করে অবৈধভাবে সম্পদ অর্জন করা হয়েছে। সম্পদের উৎস সম্পর্কে সন্তোষজনক ব্যাখ্যা পাওয়া যায়নি। — [461, 350, 592, 393]
article-paragraph: সকাল ১০টা থেকে বিকেল ৪টা পর্যন্ত মনোনয়নপত্র বিক্রি চলে। শেষ দিন পর্যন্ত এই সংখ্যা আরও বাড়বে বলে আশা করা হচ্ছে। — [170, 1155, 301, 1187]
continuation-note: প্রথম পৃষ্ঠার পর — [215, 1091, 257, 1099]
article-headline[interactable]: অযৌক্তিক কারণে প্রশাসনের কাউকে বদলি করবো না: ইসি আলমগীর — [316, 1191, 446, 1240]
article-paragraph: গ্রেপ্তারকৃতদের জিজ্ঞাসাবাদে এমন তথ্য পাওয়া গেছে বলে জানিয়েছেন আইনশৃঙ্খলা রক্ষাকারী বাহিনীর কর্মকর্তারা। তারা বলছেন, নাশকতায় উৎসাহ দিতে অর্থের প্রলোভন দেখানো হচ্ছে। — [316, 749, 447, 804]
